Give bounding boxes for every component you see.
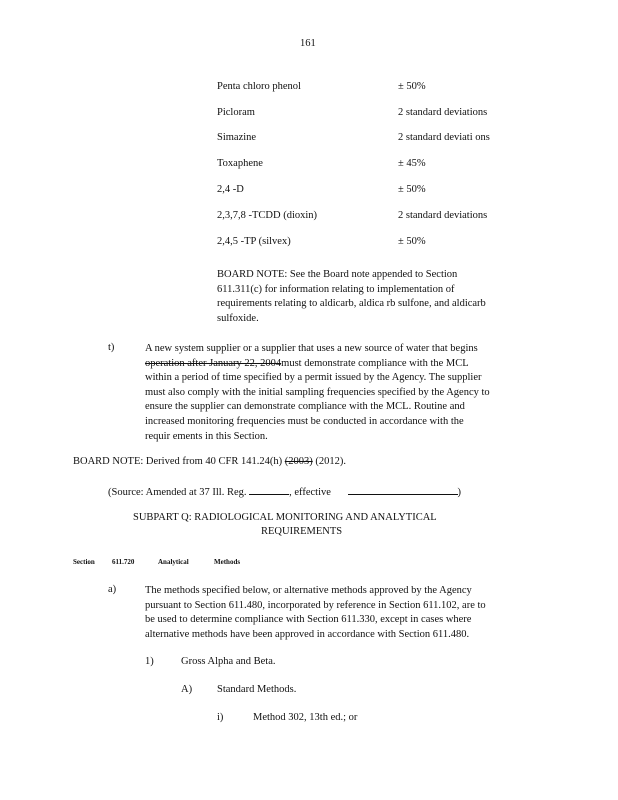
text-line: alternative methods have been approved in accordance with Section 611.480. [145, 628, 470, 640]
contaminant-value: ± 45% [398, 158, 426, 169]
register-blank [249, 484, 289, 495]
text-line: increased monitoring frequencies must be conducted in accordance with the [145, 415, 464, 427]
page-number: 161 [300, 38, 316, 49]
contaminant-value: ± 50% [398, 184, 426, 195]
text-line: pursuant to Section 611.480, incorporated by reference in Section 611.102, are to [145, 599, 486, 611]
contaminant-name: 2,3,7,8 -TCDD (dioxin) [217, 210, 318, 221]
item-a-marker: a) [108, 584, 117, 595]
deleted-year: (2003) [284, 456, 313, 467]
item-A-marker: A) [181, 684, 193, 695]
contaminant-name: Picloram [217, 107, 255, 118]
subpart-heading-line2: REQUIREMENTS [261, 526, 343, 537]
source-suffix: ) [457, 487, 462, 498]
item-t-marker: t) [108, 342, 115, 353]
section-label: Section [73, 558, 95, 566]
text-line: requirements relating to aldicarb, aldica rb sulfone, and aldicarb [217, 298, 486, 310]
text-line: requir ements in this Section. [145, 430, 268, 442]
text-line: 611.311(c) for information relating to implementation of [217, 283, 455, 295]
board-note-suffix: . [343, 456, 346, 467]
item-1-marker: 1) [145, 656, 154, 667]
subpart-heading-line1: SUBPART Q: RADIOLOGICAL MONITORING AND ANALYTICAL [133, 512, 437, 523]
section-number: 611.720 [112, 558, 135, 566]
item-i-text: Method 302, 13th ed.; or [253, 712, 358, 723]
contaminant-value: ± 50% [398, 81, 426, 92]
text-line [145, 357, 490, 372]
text-line: ensure the supplier can demonstrate compliance with the MCL. Routine and [145, 401, 465, 413]
text-line: BOARD NOTE: See the Board note appended to Section [217, 269, 458, 280]
contaminant-name: Toxaphene [217, 158, 263, 169]
text-line: A new system supplier or a supplier that uses a new source of water that begins [145, 343, 478, 354]
inserted-year: (2012) [315, 456, 344, 467]
contaminant-name: Penta chloro phenol [217, 81, 301, 92]
section-title-word1: Analytical [158, 558, 189, 566]
text-line: within a period of time specified by a permit issued by the Agency. The supplier [145, 372, 482, 384]
board-note-aldicarb [217, 268, 486, 326]
item-A-text: Standard Methods. [217, 684, 297, 695]
board-note-prefix: BOARD NOTE: Derived from 40 CFR 141.24(h) [73, 456, 283, 467]
text-line: The methods specified below, or alternative methods approved by the Agency [145, 585, 472, 596]
text-line: be used to determine compliance with Section 611.330, except in cases where [145, 614, 472, 626]
deleted-text: operation after January 22, 2004 [145, 357, 282, 369]
item-t-paragraph [145, 342, 490, 444]
text-line: sulfoxide. [217, 312, 259, 324]
source-middle: , effective [289, 487, 331, 498]
contaminant-value: ± 50% [398, 236, 426, 247]
source-line [108, 484, 461, 498]
item-1-text: Gross Alpha and Beta. [181, 656, 276, 667]
board-note-derived [73, 456, 346, 467]
inserted-text: must demonstrate compliance with the MCL [281, 357, 469, 369]
item-a-paragraph [145, 584, 486, 642]
section-title-word2: Methods [214, 558, 241, 566]
contaminant-name: 2,4,5 -TP (silvex) [217, 236, 291, 247]
source-prefix: (Source: Amended at 37 Ill. Reg. [108, 487, 247, 498]
contaminant-name: Simazine [217, 132, 257, 143]
contaminant-value: 2 standard deviations [398, 107, 488, 118]
text-line: must also comply with the initial sampling frequencies specified by the Agency to [145, 386, 490, 398]
contaminant-name: 2,4 -D [217, 184, 244, 195]
item-i-marker: i) [217, 712, 224, 723]
effective-date-blank [348, 484, 458, 495]
contaminant-value: 2 standard deviations [398, 210, 488, 221]
contaminant-value: 2 standard deviati ons [398, 132, 490, 143]
